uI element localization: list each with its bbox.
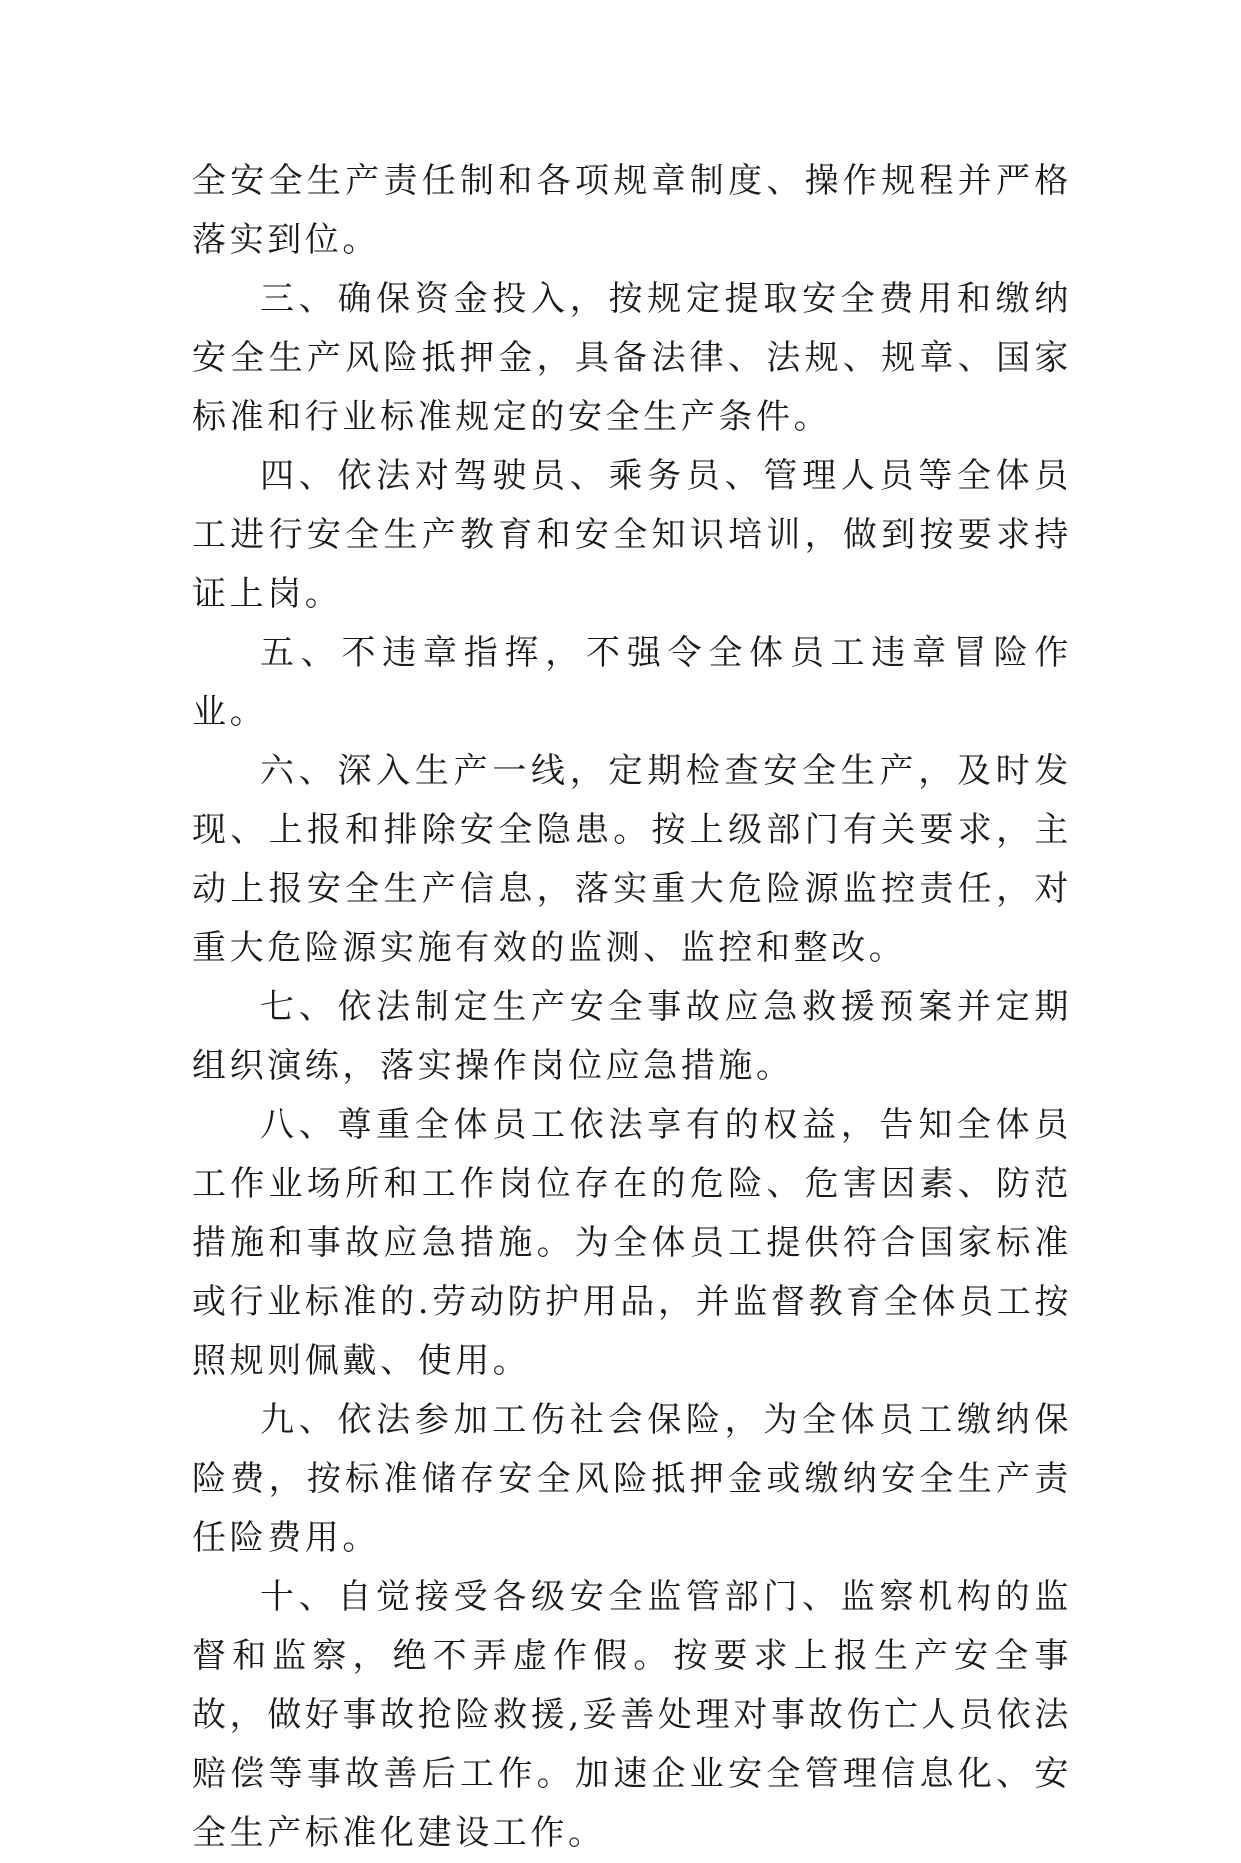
paragraph-item-3: 三、确保资金投入，按规定提取安全费用和缴纳安全生产风险抵押金，具备法律、法规、规章、国家标准和行业标准规定的安全生产条件。: [192, 279, 1072, 437]
paragraph-item-6: 六、深入生产一线，定期检查安全生产，及时发现、上报和排除安全隐患。按上级部门有关要求，主动上报安全生产信息，落实重大危险源监控责任，对重大危险源实施有效的监测、监控和整改。: [192, 751, 1072, 968]
document-body: [192, 152, 1072, 1863]
paragraph-item-9: 九、依法参加工伤社会保险，为全体员工缴纳保险费，按标准储存安全风险抵押金或缴纳安全生产责任险费用。: [192, 1400, 1072, 1558]
paragraph-continued: 全安全生产责任制和各项规章制度、操作规程并严格落实到位。: [192, 161, 1072, 260]
paragraph-item-4: 四、依法对驾驶员、乘务员、管理人员等全体员工进行安全生产教育和安全知识培训，做到按要求持证上岗。: [192, 456, 1072, 614]
paragraph-item-8: 八、尊重全体员工依法享有的权益，告知全体员工作业场所和工作岗位存在的危险、危害因素、防范措施和事故应急措施。为全体员工提供符合国家标准或行业标准的.劳动防护用品，并监督教育全体员工按照规则佩戴、使用。: [192, 1105, 1072, 1381]
paragraph-item-10: 十、自觉接受各级安全监管部门、监察机构的监督和监察，绝不弄虚作假。按要求上报生产安全事故，做好事故抢险救援,妥善处理对事故伤亡人员依法赔偿等事故善后工作。加速企业安全管理信息化、安全生产标准化建设工作。: [192, 1577, 1072, 1853]
paragraph-item-5: 五、不违章指挥，不强令全体员工违章冒险作业。: [192, 633, 1072, 732]
paragraph-item-7: 七、依法制定生产安全事故应急救援预案并定期组织演练，落实操作岗位应急措施。: [192, 987, 1072, 1086]
